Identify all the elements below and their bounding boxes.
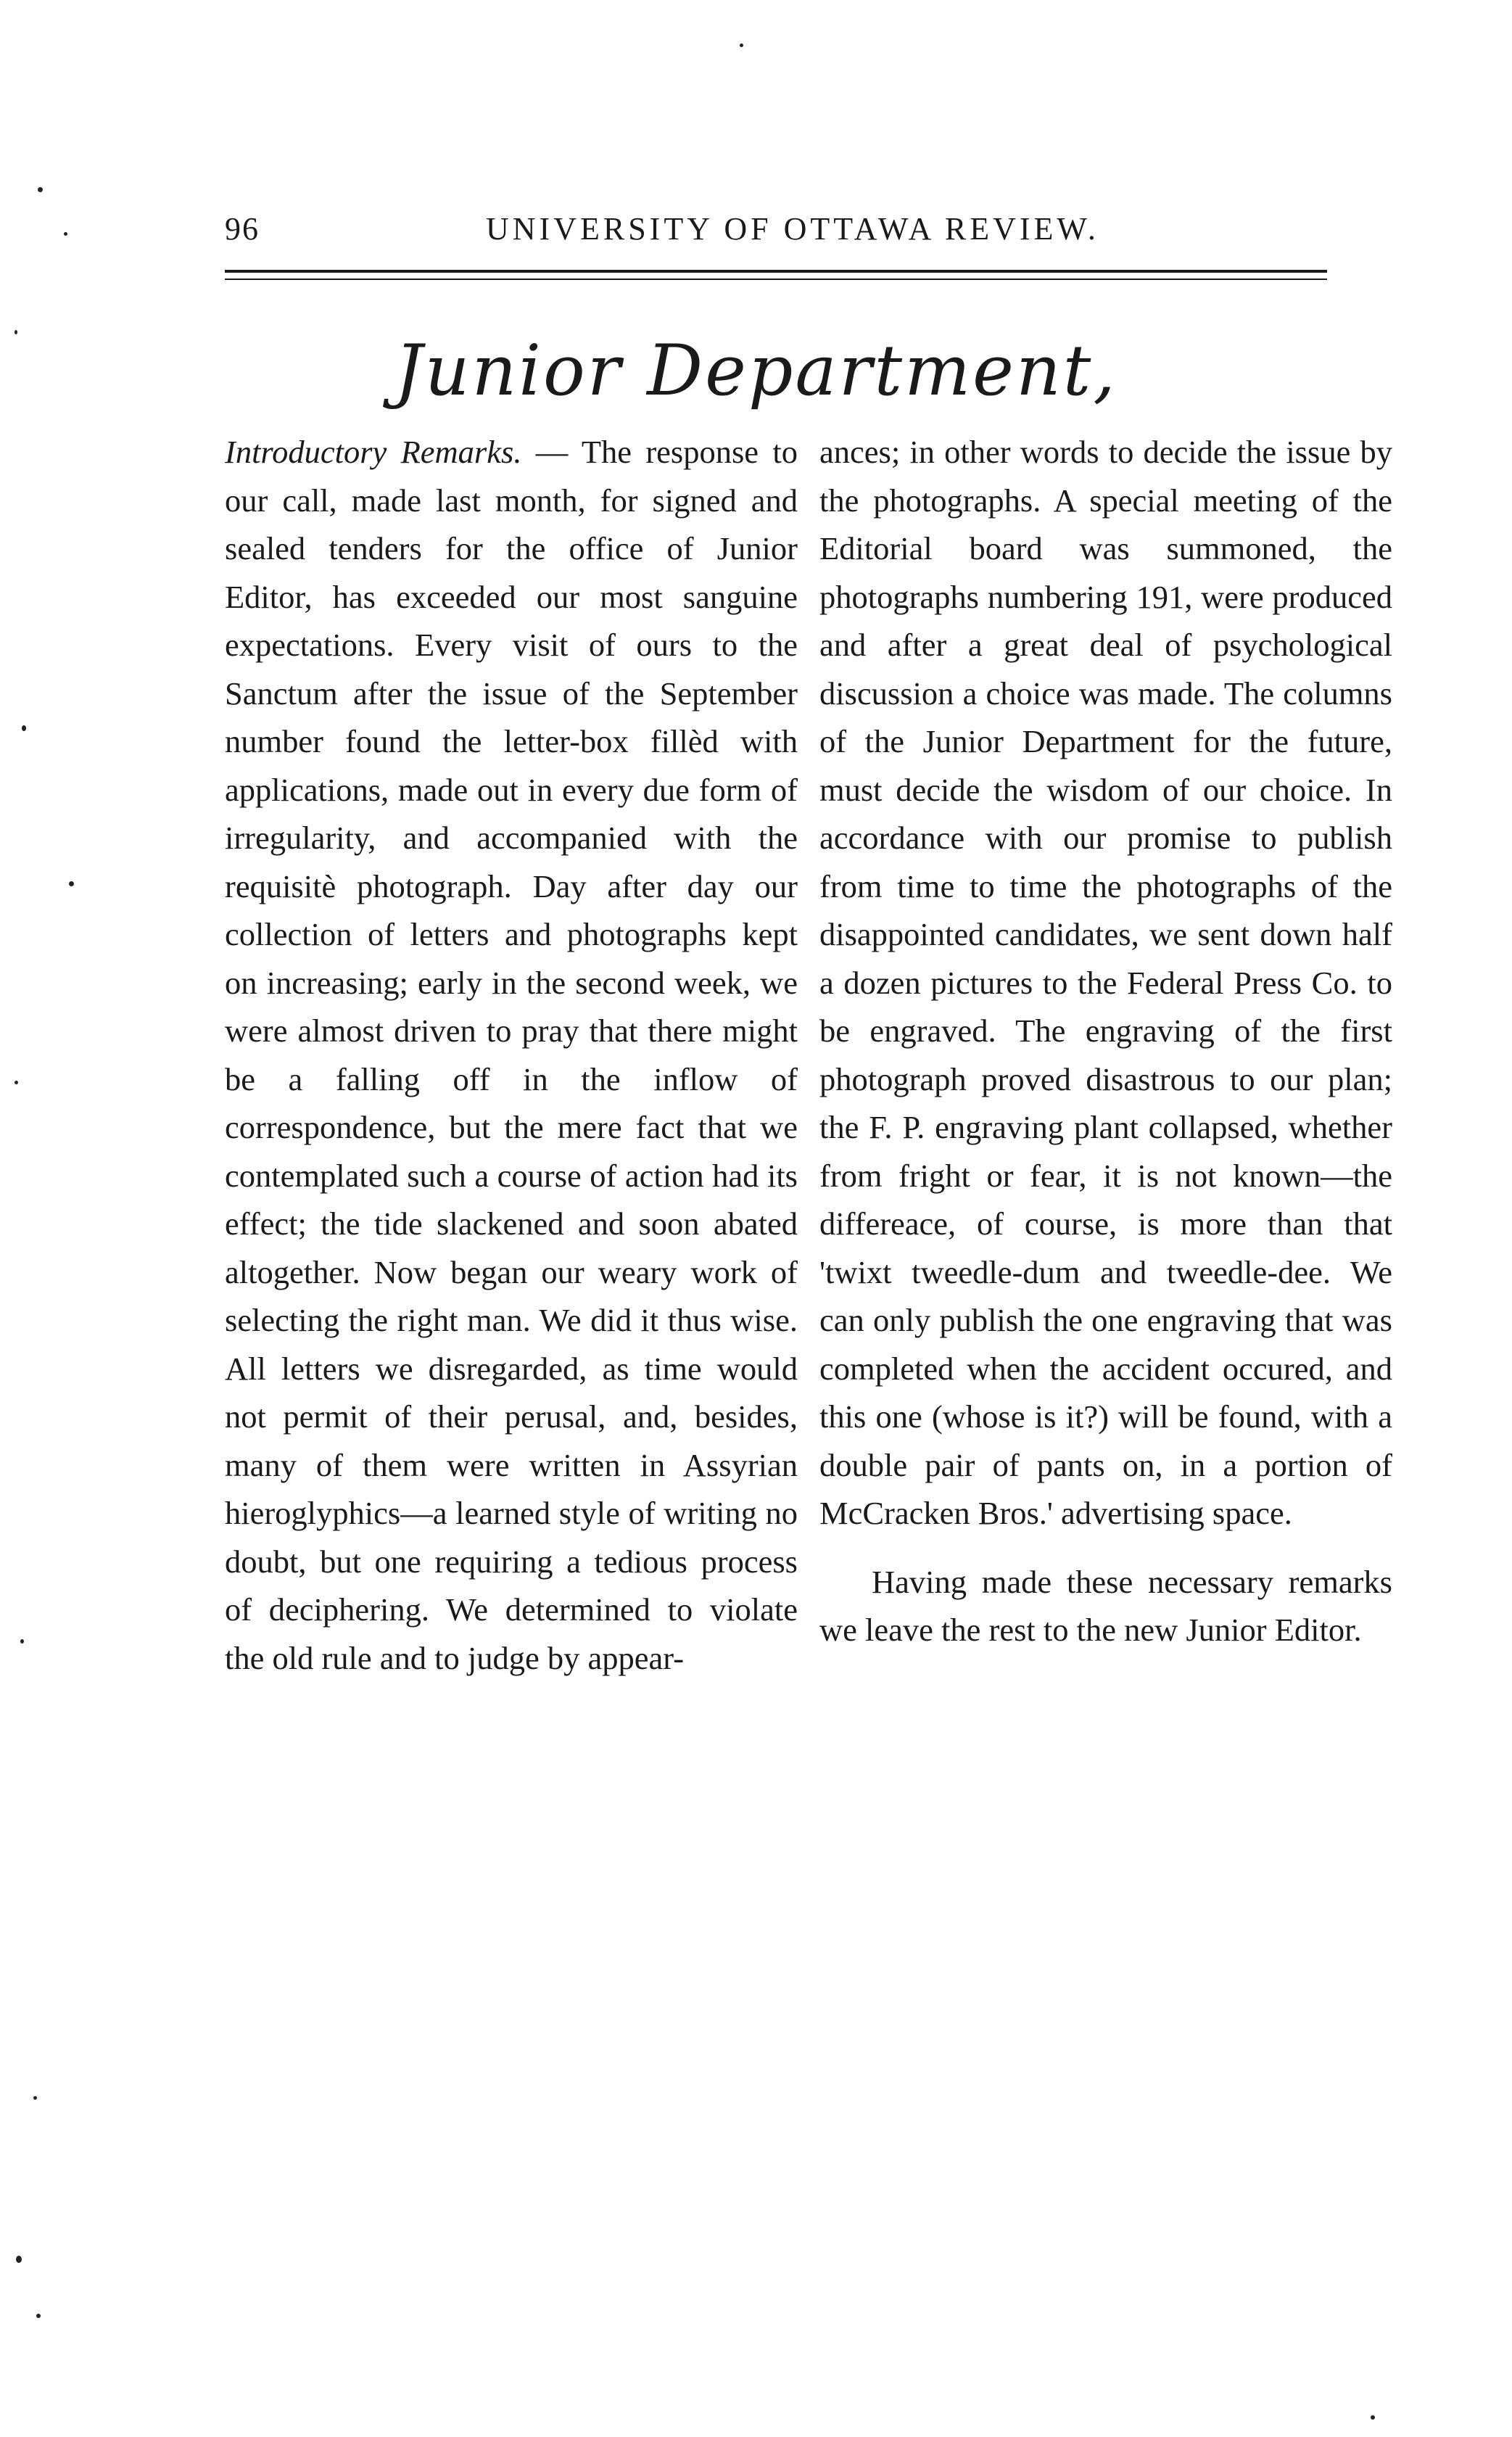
page-number: 96 <box>225 211 260 247</box>
header-rule-thin <box>225 279 1327 280</box>
scan-speck <box>20 1639 24 1644</box>
lead-in-title: Introductory Remarks. <box>225 434 522 470</box>
scan-speck <box>38 187 43 192</box>
scan-speck <box>33 2096 37 2100</box>
left-column-text: The response to our call, made last month, for signed and sealed tenders for the office of Junior Editor, has exceeded our most sanguine expectations. Every visit of ours to the Sanctum after the issue of the September number found the letter-box fillèd with applications, made out in every due form of irregularity, and accompanied with the requisitè photograph. Day after day our collection of letters and photographs kept on increasing; early in the second week, we were almost driven to pray that there might be a falling off in the inflow of correspondence, but the mere fact that we contemplated such a course of action had its effect; the tide slackened and soon abated altogether. Now began our weary work of selecting the right man. We did it thus wise. All letters we disregarded, as time would not permit of their perusal, and, besides, many of them were written in Assyrian hieroglyphics—a learned style of writing no doubt, but one requiring a tedious process of deciphering. We determined to violate the old rule and to judge by appear- <box>225 434 798 1676</box>
section-heading: Junior Department, <box>394 330 1118 411</box>
journal-title: UNIVERSITY OF OTTAWA REVIEW. <box>486 211 1099 247</box>
article-body <box>225 428 1400 2169</box>
scan-speck <box>15 1081 18 1084</box>
running-head <box>225 210 1327 254</box>
lead-in-dash: — <box>521 434 569 470</box>
continued-paragraph: ances; in other words to decide the issue by the photographs. A special meeting of the Editorial board was summoned, the photographs numbering 191, were produced and after a great deal of psychological discussion a choice was made. The columns of the Junior Department for the future, must decide the wisdom of our choice. In accordance with our promise to publish from time to time the photographs of the disappointed candidates, we sent down half a dozen pictures to the Federal Press Co. to be engraved. The engraving of the first photograph proved disastrous to our plan; the F. P. engraving plant collapsed, whether from fright or fear, it is not known—the differeace, of course, is more than that 'twixt tweedle-dum and tweedle-dee. We can only publish the one engraving that was completed when the accident occured, and this one (whose is it?) will be found, with a double pair of pants on, in a portion of McCracken Bros.' advertising space. <box>819 434 1392 1531</box>
header-rule-thick <box>225 270 1327 273</box>
closing-paragraph: Having made these necessary remarks we leave the rest to the new Junior Editor. <box>819 1563 1392 1648</box>
scan-speck <box>69 881 74 886</box>
scan-speck <box>740 44 743 47</box>
scan-speck <box>16 2256 22 2263</box>
scan-speck <box>1371 2415 1375 2420</box>
right-column <box>819 428 1392 1654</box>
scan-speck <box>22 725 26 731</box>
opening-paragraph <box>225 428 798 1682</box>
left-column <box>225 428 798 1682</box>
scan-speck <box>64 232 67 236</box>
scan-speck <box>36 2314 41 2318</box>
scan-speck <box>15 330 17 334</box>
